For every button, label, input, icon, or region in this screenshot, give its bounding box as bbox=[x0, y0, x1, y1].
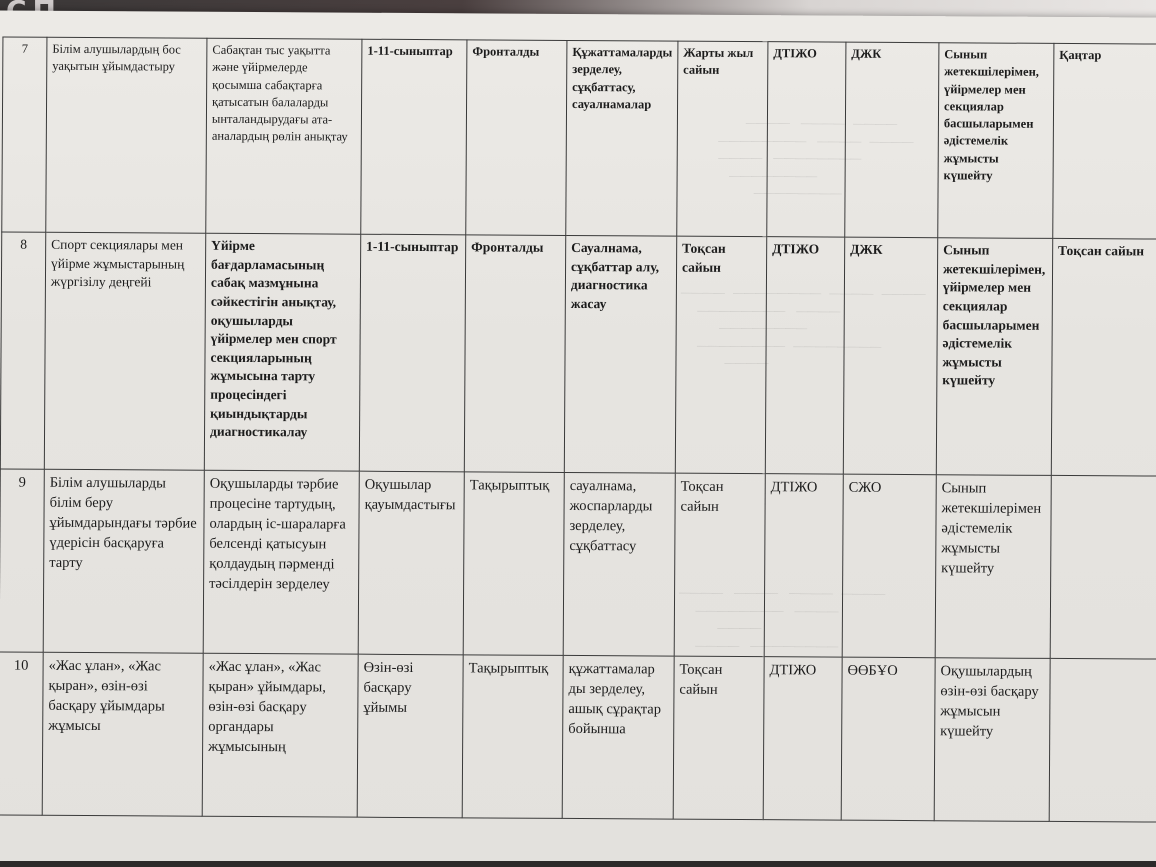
control-period: Жарты жыл сайын bbox=[677, 41, 768, 237]
control-period: Тоқсан сайын bbox=[674, 473, 765, 657]
review-place: ДЖК bbox=[843, 237, 937, 475]
review-place: ӨӨБҰО bbox=[841, 657, 935, 821]
show-through-text: ———— ———— ———— ———— ———————— ———— ———— ———— ———————— bbox=[678, 586, 886, 653]
review-place: ДЖК bbox=[845, 42, 939, 238]
control-methods: Сауалнама, сұқбаттар алу, диагностика жасау bbox=[564, 235, 676, 473]
control-period: Тоқсан сайын bbox=[673, 656, 764, 820]
control-direction: Білім алушыларды білім беру ұйымдарындағы тәрбие үдерісін басқаруға тарту bbox=[43, 469, 204, 653]
term: Қаңтар bbox=[1053, 43, 1156, 239]
control-methods: құжаттамалар ды зерделеу, ашық сұрақтар бойынша bbox=[562, 655, 674, 819]
management-decision: Сынып жетекшілерімен, үйірмелер мен секциялар басшыларымен әдістемелік жұмысты күшейту bbox=[938, 43, 1054, 239]
row-number: 7 bbox=[2, 37, 47, 232]
control-methods: сауалнама, жоспарларды зерделеу, сұқбаттасу bbox=[563, 472, 675, 656]
control-object: 1-11-сыныптар bbox=[361, 39, 467, 235]
control-goal: Үйірме бағдарламасының сабақ мазмұнына сәйкестігін анықтау, оқушыларды үйірмелер мен спорт секцияларының жұмысына тарту процесіндегі қиындықтарды диагностикалау bbox=[204, 233, 360, 471]
show-through-text: ———— ———————— ———— ———— ———————— ———— ———————— ———————— ———————— ———— bbox=[680, 286, 926, 370]
row-number: 10 bbox=[0, 652, 43, 815]
control-goal: Оқушыларды тәрбие процесіне тартудың, олардың іс-шараларға белсенді қатысуын қолдаудың пәрменді тәсілдерін зерделеу bbox=[203, 470, 359, 654]
responsible: ДТІЖО bbox=[765, 237, 844, 474]
control-goal: «Жас ұлан», «Жас қыран» ұйымдары, өзін-өзі басқару органдары жұмысының bbox=[202, 653, 358, 817]
review-place: СЖО bbox=[842, 474, 936, 658]
row-number: 9 bbox=[0, 469, 44, 652]
control-period: Тоқсан сайын bbox=[675, 236, 766, 474]
table-row bbox=[0, 232, 1156, 476]
table-row bbox=[0, 652, 1156, 822]
control-type: Тақырыптық bbox=[462, 655, 563, 819]
table-row bbox=[0, 469, 1156, 659]
management-decision: Сынып жетекшілерімен, үйірмелер мен секциялар басшыларымен әдістемелік жұмысты күшейту bbox=[936, 238, 1052, 476]
control-type: Фронталды bbox=[464, 235, 565, 473]
show-through-text: ———— ———— ———— ———————— ———— ———— ———— ———————— ———————— ———————— bbox=[701, 116, 914, 200]
control-type: Тақырыптық bbox=[463, 472, 564, 656]
inspection-plan-table bbox=[0, 36, 1156, 822]
control-type: Фронталды bbox=[466, 40, 567, 236]
term bbox=[1049, 658, 1156, 822]
term: Тоқсан сайын bbox=[1051, 238, 1156, 476]
row-number: 8 bbox=[0, 232, 45, 469]
management-decision: Оқушылардың өзін-өзі басқару жұмысын күшейту bbox=[934, 658, 1050, 822]
table-surface-edge bbox=[0, 861, 1156, 867]
responsible: ДТІЖО bbox=[764, 474, 843, 657]
control-direction: Білім алушылардың бос уақытын ұйымдастыру bbox=[46, 37, 207, 233]
table-row bbox=[2, 37, 1156, 239]
control-object: Оқушылар қауымдастығы bbox=[358, 471, 464, 655]
control-object: Өзін-өзі басқару ұйымы bbox=[357, 654, 463, 818]
control-methods: Құжаттамаларды зерделеу, сұқбаттасу, сауалнамалар bbox=[566, 40, 678, 236]
management-decision: Сынып жетекшілерімен әдістемелік жұмысты күшейту bbox=[935, 475, 1051, 659]
term bbox=[1050, 475, 1156, 659]
control-object: 1-11-сыныптар bbox=[359, 234, 465, 472]
paper-sheet bbox=[0, 10, 1156, 867]
control-direction: «Жас ұлан», «Жас қыран», өзін-өзі басқару ұйымдары жұмысы bbox=[42, 652, 203, 816]
responsible: ДТІЖО bbox=[763, 657, 842, 820]
control-direction: Спорт секциялары мен үйірме жұмыстарының жүргізілу деңгейі bbox=[44, 232, 205, 470]
responsible: ДТІЖО bbox=[767, 42, 846, 237]
control-goal: Сабақтан тыс уақытта және үйірмелерде қосымша сабақтарға қатысатын балаларды ынталандырудағы ата-аналардың рөлін анықтау bbox=[206, 38, 362, 234]
